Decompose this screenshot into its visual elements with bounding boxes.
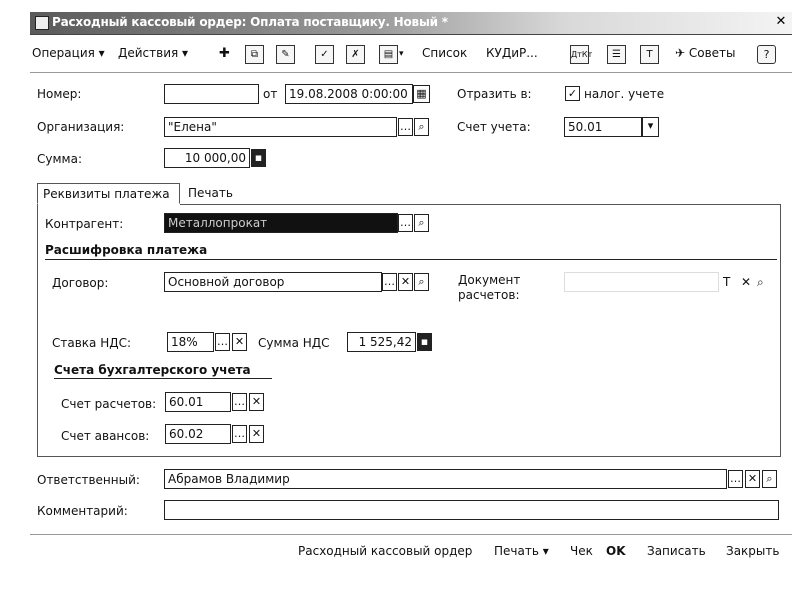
edit-icon[interactable]: ✎ (276, 45, 295, 64)
settlement-account-clear-icon[interactable]: ✕ (249, 393, 264, 411)
list-button[interactable]: Список (422, 46, 468, 60)
organization-label: Организация: (37, 120, 125, 134)
contract-open-icon[interactable]: ⌕ (414, 273, 429, 291)
type-select-icon[interactable]: T (723, 275, 731, 289)
kudir-button[interactable]: КУДиР... (486, 46, 538, 60)
payment-details-panel (37, 204, 781, 457)
contract-select-button[interactable]: … (382, 273, 397, 291)
counterparty-open-icon[interactable]: ⌕ (414, 214, 429, 232)
comment-label: Комментарий: (37, 504, 128, 518)
breakdown-divider (45, 259, 777, 260)
contract-label: Договор: (52, 276, 109, 290)
advance-account-field[interactable]: 60.02 (165, 424, 231, 444)
structure-dropdown-icon[interactable]: ▾ (399, 49, 404, 59)
settlement-document-field[interactable] (564, 272, 719, 292)
settlement-account-select-button[interactable]: … (232, 393, 247, 411)
operation-menu[interactable]: Операция ▾ (32, 46, 105, 60)
advance-account-select-button[interactable]: … (232, 425, 247, 443)
organization-select-button[interactable]: … (398, 118, 413, 136)
date-field[interactable]: 19.08.2008 0:00:00 (285, 84, 413, 104)
unpost-icon[interactable]: ✗ (346, 45, 365, 64)
responsible-select-button[interactable]: … (728, 470, 743, 488)
vat-rate-clear-icon[interactable]: ✕ (232, 333, 247, 351)
filter-icon[interactable]: T (640, 45, 659, 64)
advance-account-clear-icon[interactable]: ✕ (249, 425, 264, 443)
save-button[interactable]: Записать (647, 544, 706, 558)
tab-print[interactable]: Печать (188, 186, 233, 200)
settlement-account-label: Счет расчетов: (61, 397, 157, 411)
print-menu[interactable]: Печать ▾ (494, 544, 549, 558)
settlement-clear-icon[interactable]: ✕ (741, 275, 752, 289)
calendar-icon[interactable]: ▦ (413, 85, 430, 103)
counterparty-field[interactable]: Металлопрокат (164, 213, 398, 233)
number-field[interactable] (164, 84, 259, 104)
responsible-field[interactable]: Абрамов Владимир (164, 469, 727, 489)
sum-label: Сумма: (37, 152, 82, 166)
print-form-button[interactable]: Расходный кассовый ордер (298, 544, 473, 558)
vat-sum-field[interactable]: 1 525,42 (347, 332, 416, 352)
window-title: Расходный кассовый ордер: Оплата поставщику. Новый * (52, 15, 448, 29)
account-label: Счет учета: (457, 120, 531, 134)
vat-rate-select-button[interactable]: … (215, 333, 230, 351)
tips-button[interactable]: ✈ Советы (675, 46, 736, 60)
tax-accounting-checkbox[interactable]: ✓ (565, 86, 580, 101)
reflect-label: Отразить в: (457, 87, 532, 101)
vat-sum-label: Сумма НДС (258, 336, 330, 350)
actions-menu[interactable]: Действия ▾ (118, 46, 189, 60)
settlement-document-label: Документ расчетов: (458, 273, 521, 302)
help-icon[interactable]: ? (757, 45, 776, 64)
vat-rate-field[interactable]: 18% (167, 332, 214, 352)
number-label: Номер: (37, 87, 82, 101)
structure-icon[interactable]: ▤ (379, 45, 398, 64)
organization-field[interactable]: "Елена" (164, 117, 397, 137)
sum-field[interactable]: 10 000,00 (164, 148, 250, 168)
advance-account-label: Счет авансов: (61, 429, 150, 443)
add-icon[interactable]: ✚ (219, 46, 230, 61)
contract-field[interactable]: Основной договор (164, 272, 382, 292)
account-dropdown-icon[interactable]: ▾ (642, 117, 659, 137)
check-button[interactable]: Чек (570, 544, 593, 558)
responsible-open-icon[interactable]: ⌕ (762, 470, 777, 488)
toolbar (30, 38, 792, 73)
settlement-open-icon[interactable]: ⌕ (757, 275, 764, 289)
responsible-clear-icon[interactable]: ✕ (745, 470, 760, 488)
window-titlebar[interactable] (30, 12, 792, 35)
account-field[interactable]: 50.01 (564, 117, 642, 137)
breakdown-title: Расшифровка платежа (45, 243, 208, 257)
counterparty-select-button[interactable]: … (398, 214, 413, 232)
post-icon[interactable]: ✓ (315, 45, 334, 64)
date-from-label: от (263, 87, 278, 101)
comment-field[interactable] (164, 500, 779, 520)
copy-icon[interactable]: ⧉ (245, 45, 264, 64)
contract-clear-icon[interactable]: ✕ (398, 273, 413, 291)
document-icon (35, 16, 49, 30)
counterparty-label: Контрагент: (45, 217, 124, 231)
settlement-account-field[interactable]: 60.01 (165, 392, 231, 412)
ok-button[interactable]: OK (606, 544, 626, 558)
vat-rate-label: Ставка НДС: (52, 336, 132, 350)
responsible-label: Ответственный: (37, 473, 140, 487)
vat-calculator-icon[interactable]: ▪ (417, 333, 432, 351)
tab-payment-details[interactable]: Реквизиты платежа (37, 183, 180, 204)
close-icon[interactable]: ✕ (775, 14, 787, 29)
accounts-divider (54, 378, 272, 379)
dtkt-icon[interactable]: ДтКт (570, 45, 589, 64)
document-list-icon[interactable]: ☰ (607, 45, 626, 64)
close-button[interactable]: Закрыть (726, 544, 780, 558)
accounts-title: Счета бухгалтерского учета (54, 363, 251, 377)
tax-accounting-label: налог. учете (584, 87, 665, 101)
organization-open-icon[interactable]: ⌕ (414, 118, 429, 136)
calculator-icon[interactable]: ▪ (251, 149, 266, 167)
action-bar (30, 534, 792, 567)
